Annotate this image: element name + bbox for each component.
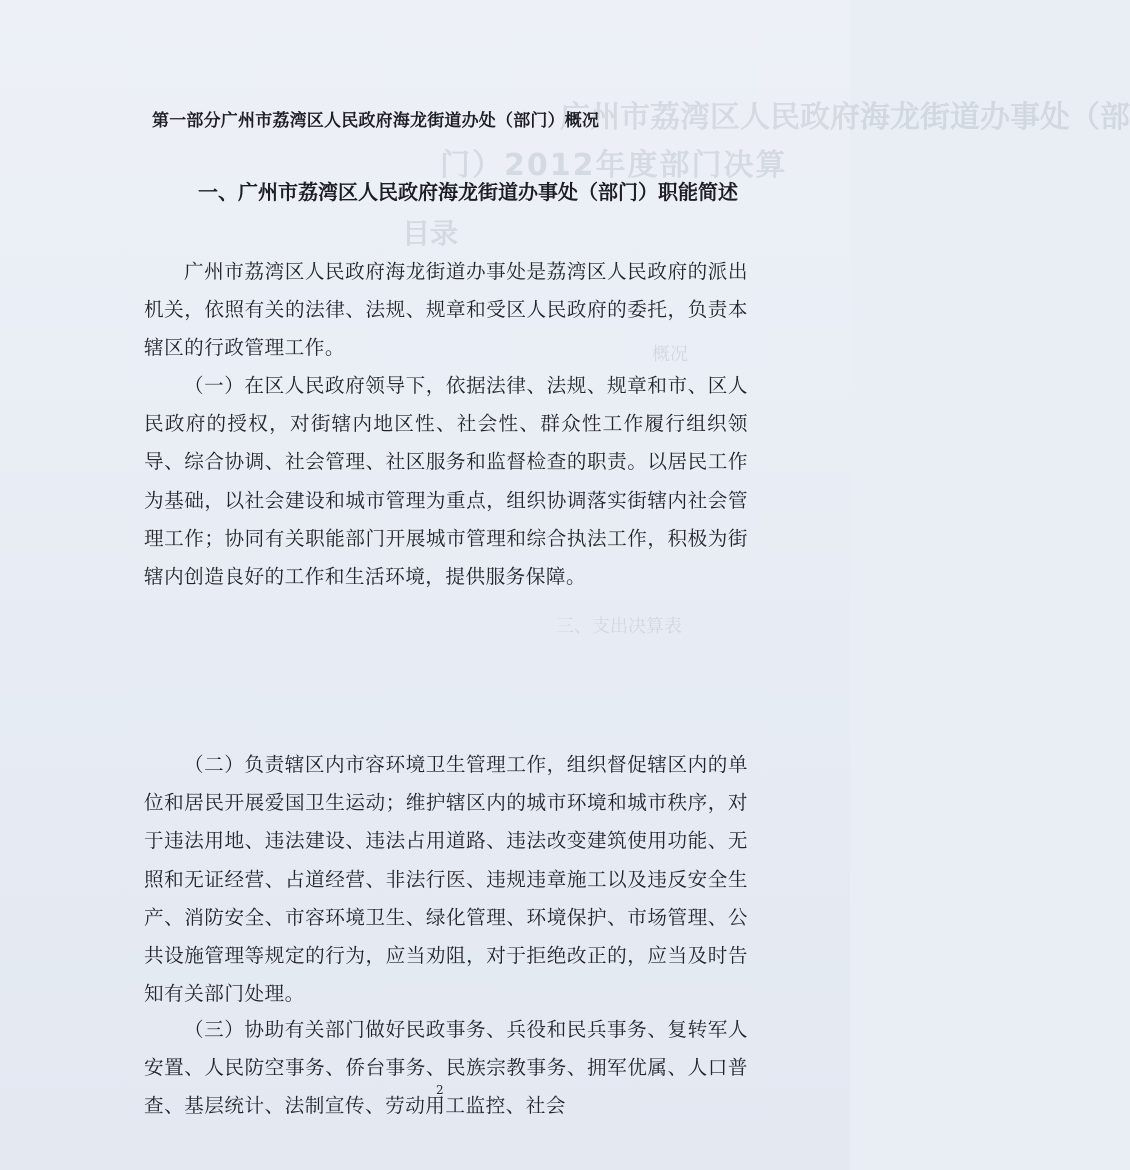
paragraph-duty-3: （三）协助有关部门做好民政事务、兵役和民兵事务、复转军人安置、人民防空事务、侨台事务、民族宗教事务、拥军优属、人口普查、基层统计、法制宣传、劳动用工监控、社会 bbox=[144, 1018, 748, 1118]
bleed-through-text: 广州市荔湾区人民政府海龙街道办事处（部 bbox=[560, 100, 1130, 135]
paragraph-duty-1: （一）在区人民政府领导下，依据法律、法规、规章和市、区人民政府的授权，对街辖内地区性、社会性、群众性工作履行组织领导、综合协调、社会管理、社区服务和监督检查的职责。以居民工作为基础，以社会建设和城市管理为重点，组织协调落实街辖内社会管理工作；协同有关职能部门开展城市管理和综合执法工作，积极为街辖内创造良好的工作和生活环境，提供服务保障。 bbox=[144, 374, 748, 589]
page-number: 2 bbox=[436, 1083, 444, 1097]
bleed-through-text: 目录 bbox=[402, 217, 459, 250]
section-heading: 一、广州市荔湾区人民政府海龙街道办事处（部门）职能简述 bbox=[198, 180, 738, 204]
paragraph-intro: 广州市荔湾区人民政府海龙街道办事处是荔湾区人民政府的派出机关，依照有关的法律、法规、规章和受区人民政府的委托，负责本辖区的行政管理工作。 bbox=[144, 260, 748, 360]
part-title: 第一部分广州市荔湾区人民政府海龙街道办处（部门）概况 bbox=[152, 111, 600, 131]
bleed-through-text: 概况 bbox=[652, 344, 688, 365]
paragraph-duty-2: （二）负责辖区内市容环境卫生管理工作，组织督促辖区内的单位和居民开展爱国卫生运动；维护辖区内的城市环境和城市秩序，对于违法用地、违法建设、违法占用道路、违法改变建筑使用功能、无照和无证经营、占道经营、非法行医、违规违章施工以及违反安全生产、消防安全、市容环境卫生、绿化管理、环境保护、市场管理、公共设施管理等规定的行为，应当劝阻，对于拒绝改正的，应当及时告知有关部门处理。 bbox=[144, 753, 748, 1006]
bleed-through-text: 三、支出决算表 bbox=[556, 616, 682, 637]
bleed-through-text: 门）2012年度部门决算 bbox=[440, 148, 788, 183]
